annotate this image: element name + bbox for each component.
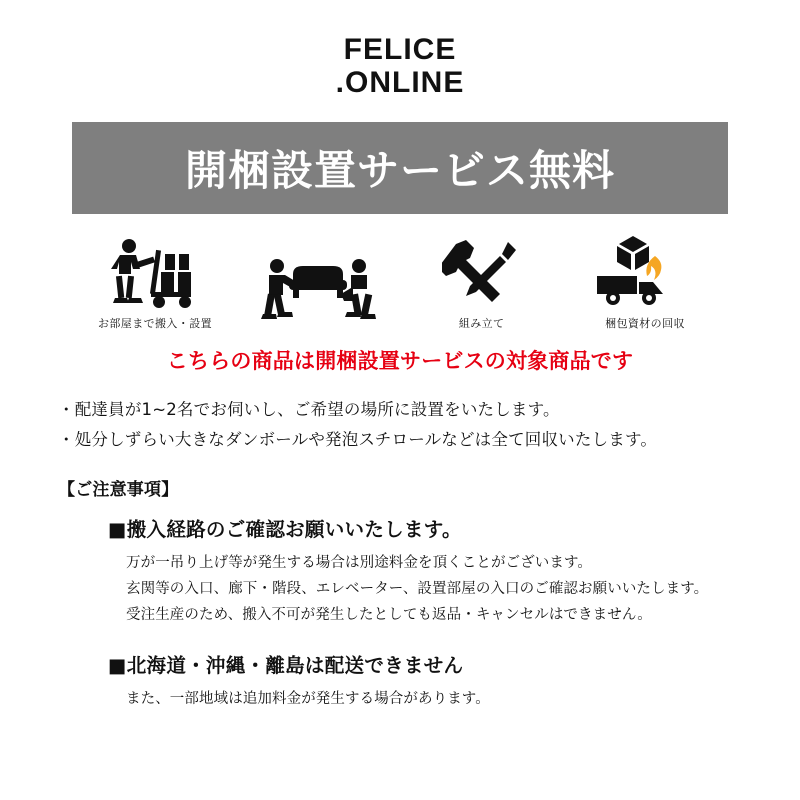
note-line: 玄関等の入口、廊下・階段、エレベーター、設置部屋の入口のご確認お願いいたします。	[126, 581, 709, 597]
service-item-recycle	[570, 232, 720, 331]
box-and-truck-icon	[570, 232, 720, 308]
brand-logo-line2: .ONLINE	[335, 66, 465, 99]
service-icon-row	[80, 232, 720, 331]
wrench-screwdriver-icon	[407, 232, 557, 308]
note-body	[108, 550, 742, 628]
service-item-recycle-caption: 梱包資材の回収	[605, 317, 685, 330]
brand-logo-line1: FELICE	[343, 33, 457, 66]
service-item-carry	[243, 248, 393, 331]
note-body	[108, 686, 742, 712]
service-item-delivery	[80, 232, 230, 331]
note-block-access-route	[58, 514, 742, 628]
bullet-list	[0, 395, 800, 455]
notes-title: 【ご注意事項】	[58, 480, 179, 500]
bullet-item: ・処分しずらい大きなダンボールや発泡スチロールなどは全て回収いたします。	[58, 430, 658, 449]
note-line: 万が一吊り上げ等が発生する場合は別途料金を頂くことがございます。	[126, 555, 593, 571]
brand-logo	[0, 0, 800, 100]
service-banner	[72, 122, 728, 214]
note-heading: ■北海道・沖縄・離島は配送できません	[108, 654, 464, 677]
note-line: 受注生産のため、搬入不可が発生したとしても返品・キャンセルはできません。	[126, 607, 652, 623]
service-banner-text: 開梱設置サービス無料	[184, 146, 615, 195]
bullet-item: ・配達員が1~2名でお伺いし、ご希望の場所に設置をいたします。	[58, 400, 560, 419]
note-heading: ■搬入経路のご確認お願いいたします。	[108, 518, 462, 541]
two-movers-carrying-sofa-icon	[243, 248, 393, 324]
hand-truck-delivery-icon	[80, 232, 230, 308]
eligibility-headline: こちらの商品は開梱設置サービスの対象商品です	[166, 349, 634, 373]
service-item-assembly-caption: 組み立て	[458, 317, 505, 330]
service-item-assembly	[407, 232, 557, 331]
note-block-shipping-exclusions	[58, 650, 742, 712]
note-line: また、一部地域は追加料金が発生する場合があります。	[126, 691, 490, 707]
service-item-delivery-caption: お部屋まで搬入・設置	[98, 317, 212, 330]
notes-section	[0, 475, 800, 712]
